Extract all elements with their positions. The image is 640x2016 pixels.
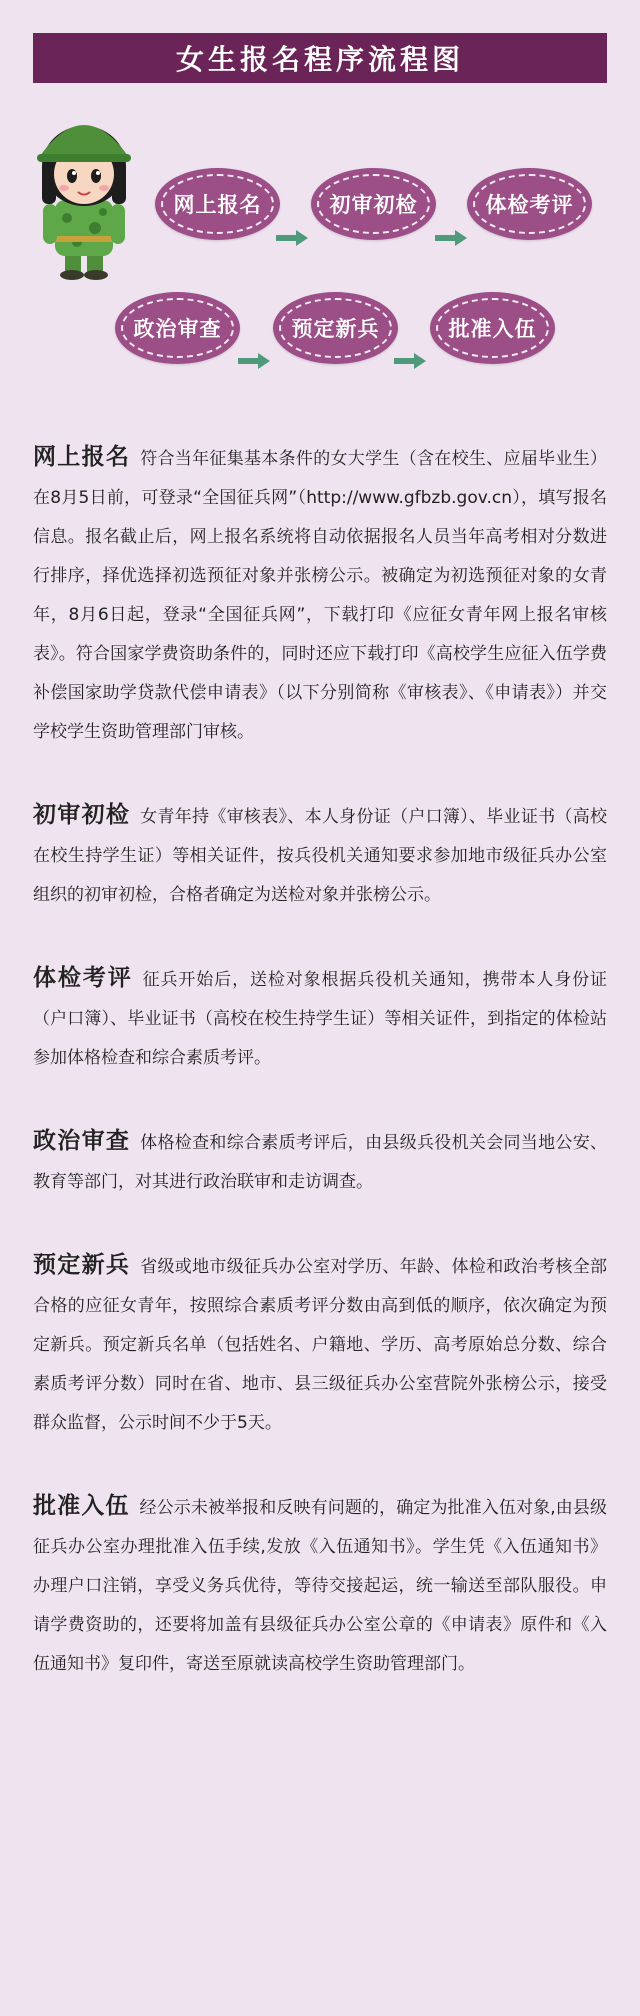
flow-step-online-registration <box>155 168 280 240</box>
section-heading: 体检考评 <box>33 965 133 991</box>
section-approved-enlistment <box>33 1487 607 1684</box>
page-title: 女生报名程序流程图 <box>33 33 607 83</box>
flow-step-physical-exam <box>467 168 592 240</box>
section-body: 经公示未被举报和反映有问题的，确定为批准入伍对象,由县级征兵办公室办理批准入伍手续,发放《入伍通知书》。学生凭《入伍通知书》办理户口注销，享受义务兵优待，等待交接起运，统一输送至部队服役。申请学费资助的，还要将加盖有县级征兵办公室公章的《申请表》原件和《入伍通知书》复印件，寄送至原就读高校学生资助管理部门。 <box>33 1498 608 1674</box>
flow-step-label: 批准入伍 <box>448 317 537 341</box>
section-body: 女青年持《审核表》、本人身份证（户口簿）、毕业证书（高校在校生持学生证）等相关证件，按兵役机关通知要求参加地市级征兵办公室组织的初审初检，合格者确定为送检对象并张榜公示。 <box>33 807 608 905</box>
arrow-right-icon <box>394 353 426 369</box>
flow-step-label: 体检考评 <box>485 193 574 217</box>
section-heading: 批准入伍 <box>33 1493 130 1519</box>
section-body: 体格检查和综合素质考评后，由县级兵役机关会同当地公安、教育等部门，对其进行政治联审和走访调查。 <box>33 1133 608 1192</box>
flow-step-preliminary-check <box>311 168 436 240</box>
section-reserve-recruit <box>33 1246 607 1443</box>
section-heading: 政治审查 <box>33 1128 131 1154</box>
arrow-right-icon <box>276 230 308 246</box>
flow-step-reserve-recruit <box>273 292 398 364</box>
section-body: 征兵开始后，送检对象根据兵役机关通知，携带本人身份证（户口簿）、毕业证书（高校在校生持学生证）等相关证件，到指定的体检站参加体格检查和综合素质考评。 <box>33 970 608 1068</box>
flow-step-label: 初审初检 <box>329 193 418 217</box>
flow-step-political-review <box>115 292 240 364</box>
section-political-review <box>33 1122 607 1202</box>
section-body: 省级或地市级征兵办公室对学历、年龄、体检和政治考核全部合格的应征女青年，按照综合素质考评分数由高到低的顺序，依次确定为预定新兵。预定新兵名单（包括姓名、户籍地、学历、高考原始总分数、综合素质考评分数）同时在省、地市、县三级征兵办公室营院外张榜公示，接受群众监督，公示时间不少于5天。 <box>33 1257 608 1433</box>
section-physical-exam <box>33 959 607 1078</box>
arrow-right-icon <box>435 230 467 246</box>
section-body: 符合当年征集基本条件的女大学生（含在校生、应届毕业生）在8月5日前，可登录“全国征兵网”（http://www.gfbzb.gov.cn），填写报名信息。报名截止后，网上报名系统将自动依据报名人员当年高考相对分数进行排序，择优选择初选预征对象并张榜公示。被确定为初选预征对象的女青年，8月6日起，登录“全国征兵网”，下载打印《应征女青年网上报名审核表》。符合国家学费资助条件的，同时还应下载打印《高校学生应征入伍学费补偿国家助学贷款代偿申请表》（以下分别简称《审核表》、《申请表》）并交学校学生资助管理部门审核。 <box>33 449 608 742</box>
section-preliminary-check <box>33 796 607 915</box>
flow-step-label: 政治审查 <box>133 317 222 341</box>
female-soldier-illustration <box>25 100 143 280</box>
flow-step-label: 预定新兵 <box>291 317 380 341</box>
section-heading: 预定新兵 <box>33 1252 131 1278</box>
procedure-description <box>33 438 607 1728</box>
flow-step-label: 网上报名 <box>173 193 262 217</box>
arrow-right-icon <box>238 353 270 369</box>
section-heading: 初审初检 <box>33 802 131 828</box>
flow-step-approved-enlistment <box>430 292 555 364</box>
section-online-registration <box>33 438 607 752</box>
section-heading: 网上报名 <box>33 444 131 470</box>
